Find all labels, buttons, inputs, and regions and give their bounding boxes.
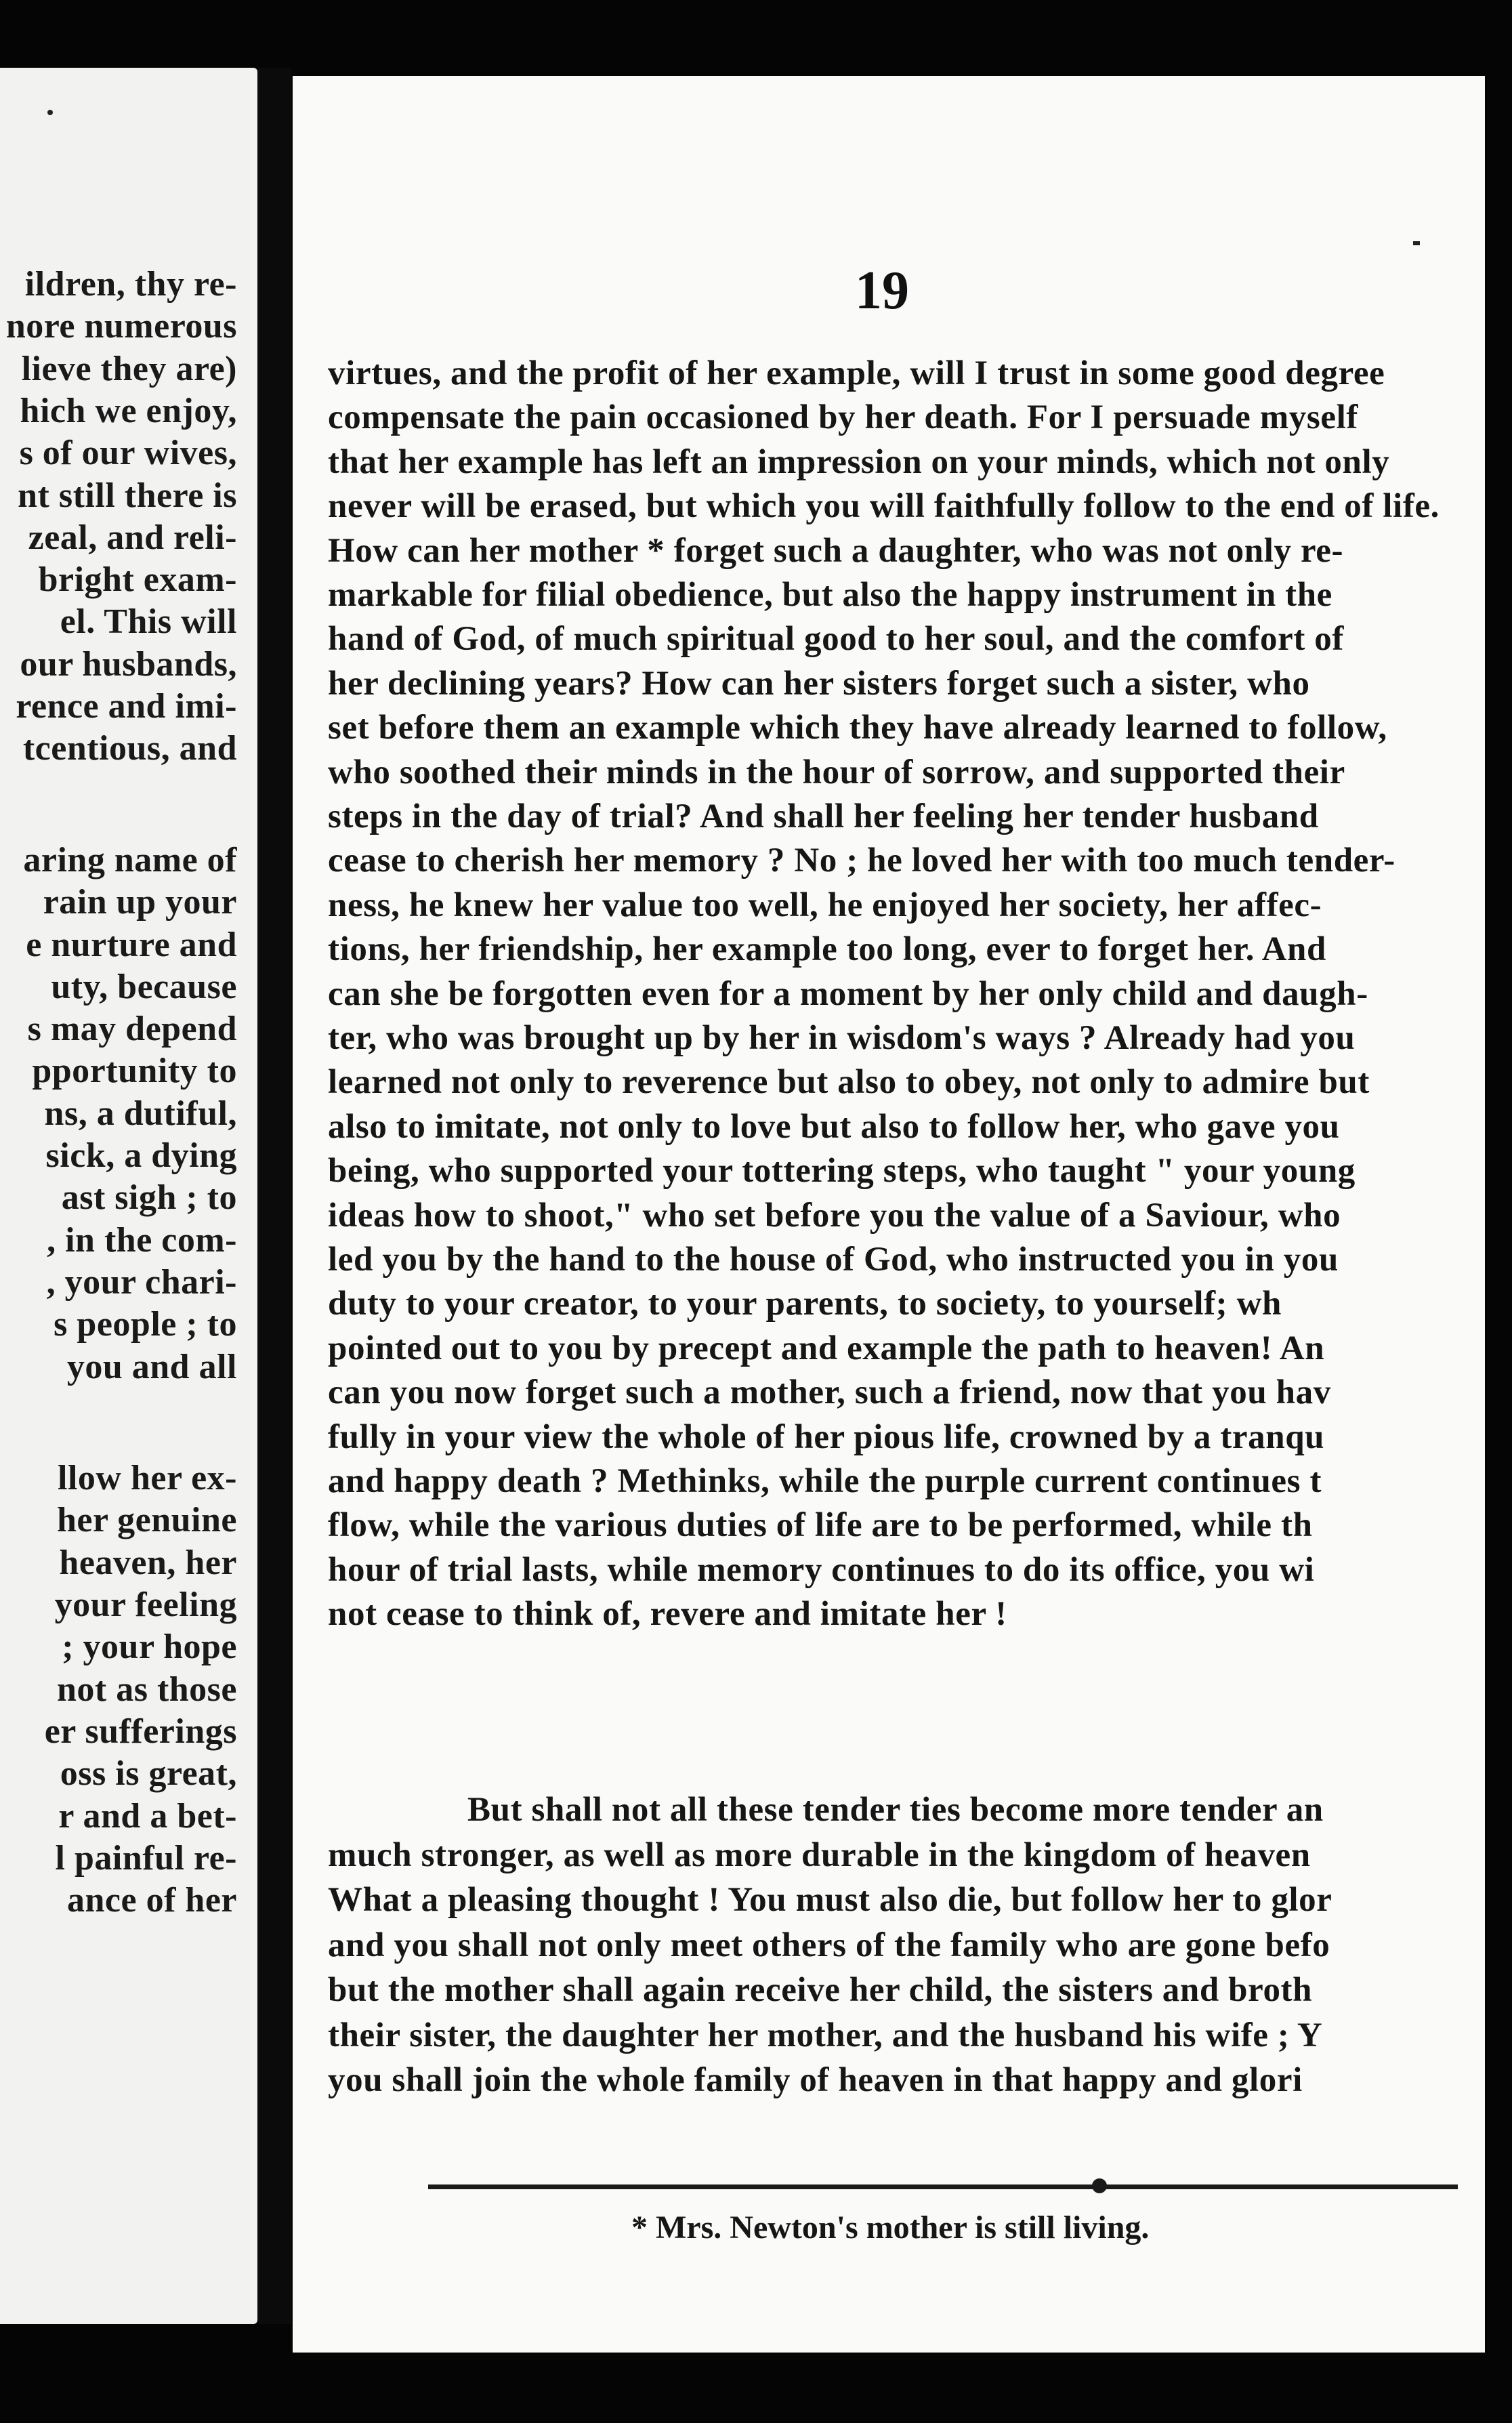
left-page xyxy=(0,68,257,2324)
left-page-line: pportunity to xyxy=(32,1052,237,1091)
paragraph-1-line: compensate the pain occasioned by her death. For I persuade myself xyxy=(328,398,1358,437)
paragraph-1-line: pointed out to you by precept and example the path to heaven! An xyxy=(328,1329,1325,1367)
left-page-line: s of our wives, xyxy=(19,434,237,473)
paragraph-1-line: and happy death ? Methinks, while the purple current continues t xyxy=(328,1462,1322,1500)
left-page-line: ns, a dutiful, xyxy=(44,1094,237,1133)
footnote-rule xyxy=(428,2184,1458,2189)
left-page-line: tcentious, and xyxy=(22,729,237,768)
left-page-line: l painful re- xyxy=(55,1838,237,1878)
paragraph-1-line: who soothed their minds in the hour of sorrow, and supported their xyxy=(328,753,1345,791)
left-page-line: ; your hope xyxy=(62,1628,237,1667)
footnote: * Mrs. Newton's mother is still living. xyxy=(631,2210,1150,2245)
left-page-line: ildren, thy re- xyxy=(24,265,237,304)
paragraph-1-line: led you by the hand to the house of God, who instructed you in you xyxy=(328,1241,1339,1279)
paragraph-1-line: fully in your view the whole of her pious life, crowned by a tranqu xyxy=(328,1417,1325,1456)
paragraph-1-line: tions, her friendship, her example too long, ever to forget her. And xyxy=(328,930,1326,969)
paragraph-2-line: you shall join the whole family of heaven in that happy and glori xyxy=(328,2061,1303,2099)
left-page-line: our husbands, xyxy=(20,644,237,684)
paragraph-1-line: steps in the day of trial? And shall her feeling her tender husband xyxy=(328,798,1319,835)
paragraph-1-line: not cease to think of, revere and imitate her ! xyxy=(328,1595,1007,1634)
paragraph-1-line: being, who supported your tottering steps, who taught " your young xyxy=(328,1152,1356,1190)
left-page-line: zeal, and reli- xyxy=(28,518,237,557)
paragraph-2-line: and you shall not only meet others of the family who are gone befo xyxy=(328,1926,1330,1964)
left-page-line: e nurture and xyxy=(26,925,237,964)
left-page-line: nore numerous xyxy=(5,307,237,346)
main-page xyxy=(293,76,1485,2353)
left-page-line: r and a bet- xyxy=(58,1796,237,1836)
paragraph-1-line: can you now forget such a mother, such a friend, now that you hav xyxy=(328,1373,1331,1412)
paragraph-2-line: What a pleasing thought ! You must also die, but follow her to glor xyxy=(328,1881,1332,1919)
paragraph-1-line: ness, he knew her value too well, he enjoyed her society, her affec- xyxy=(328,886,1322,924)
paragraph-2-line: But shall not all these tender ties become more tender an xyxy=(467,1791,1324,1829)
paragraph-1-line: that her example has left an impression on your minds, which not only xyxy=(328,442,1390,481)
left-page-line: ast sigh ; to xyxy=(61,1178,237,1218)
left-page-line: your feeling xyxy=(54,1586,237,1624)
rule-ornament xyxy=(1092,2178,1107,2193)
paragraph-1-line: learned not only to reverence but also to obey, not only to admire but xyxy=(328,1063,1370,1102)
left-page-line: er sufferings xyxy=(44,1712,237,1751)
left-page-line: llow her ex- xyxy=(58,1459,237,1498)
left-page-line: nt still there is xyxy=(18,476,237,515)
paragraph-1-line: markable for filial obedience, but also the happy instrument in the xyxy=(328,576,1332,614)
paragraph-2-line: much stronger, as well as more durable in the kingdom of heaven xyxy=(328,1836,1311,1874)
paragraph-1-line: hour of trial lasts, while memory continues to do its office, you wi xyxy=(328,1550,1315,1589)
paragraph-1-line: also to imitate, not only to love but also to follow her, who gave you xyxy=(328,1107,1340,1146)
paragraph-2-line: but the mother shall again receive her child, the sisters and broth xyxy=(328,1971,1313,2009)
ink-mark xyxy=(1413,241,1420,245)
left-page-line: , your chari- xyxy=(46,1262,237,1302)
gutter-shadow xyxy=(257,68,291,2324)
paragraph-1-line: ideas how to shoot," who set before you the value of a Saviour, who xyxy=(328,1196,1341,1235)
paragraph-1-line: set before them an example which they have already learned to follow, xyxy=(328,709,1387,747)
left-page-line: rain up your xyxy=(43,883,237,922)
ink-dot xyxy=(47,110,53,115)
left-page-line: , in the com- xyxy=(47,1220,237,1260)
left-page-line: lieve they are) xyxy=(21,349,237,388)
paragraph-1-line: ter, who was brought up by her in wisdom's ways ? Already had you xyxy=(328,1019,1356,1057)
left-page-line: bright exam- xyxy=(38,560,237,600)
left-page-line: s people ; to xyxy=(54,1305,237,1344)
left-page-line: sick, a dying xyxy=(45,1136,237,1175)
left-page-line: uty, because xyxy=(51,967,237,1006)
paragraph-1-line: duty to your creator, to your parents, to society, to yourself; wh xyxy=(328,1285,1282,1323)
left-page-line: hich we enjoy, xyxy=(20,391,237,430)
paragraph-2-line: their sister, the daughter her mother, and the husband his wife ; Y xyxy=(328,2016,1323,2054)
left-page-line: oss is great, xyxy=(60,1754,237,1794)
paragraph-1-line: virtues, and the profit of her example, will I trust in some good degree xyxy=(328,354,1385,392)
paragraph-1-line: her declining years? How can her sisters forget such a sister, who xyxy=(328,664,1310,703)
paragraph-1-line: cease to cherish her memory ? No ; he loved her with too much tender- xyxy=(328,842,1395,880)
left-page-line: el. This will xyxy=(60,602,237,642)
left-page-line: ance of her xyxy=(67,1881,237,1920)
left-page-line: not as those xyxy=(56,1670,237,1709)
paragraph-1-line: never will be erased, but which you will faithfully follow to the end of life. xyxy=(328,487,1440,526)
page-number: 19 xyxy=(855,261,909,320)
left-page-line: aring name of xyxy=(23,840,237,879)
left-page-line: her genuine xyxy=(56,1501,237,1540)
paragraph-1-line: flow, while the various duties of life are to be performed, while th xyxy=(328,1506,1313,1545)
paragraph-1-line: How can her mother * forget such a daughter, who was not only re- xyxy=(328,531,1344,570)
paragraph-1-line: can she be forgotten even for a moment by her only child and daugh- xyxy=(328,974,1368,1013)
left-page-line: rence and imi- xyxy=(16,687,237,726)
left-page-line: you and all xyxy=(66,1347,237,1386)
left-page-line: heaven, her xyxy=(59,1543,237,1582)
left-page-line: s may depend xyxy=(27,1010,237,1049)
paragraph-1-line: hand of God, of much spiritual good to her soul, and the comfort of xyxy=(328,620,1344,659)
